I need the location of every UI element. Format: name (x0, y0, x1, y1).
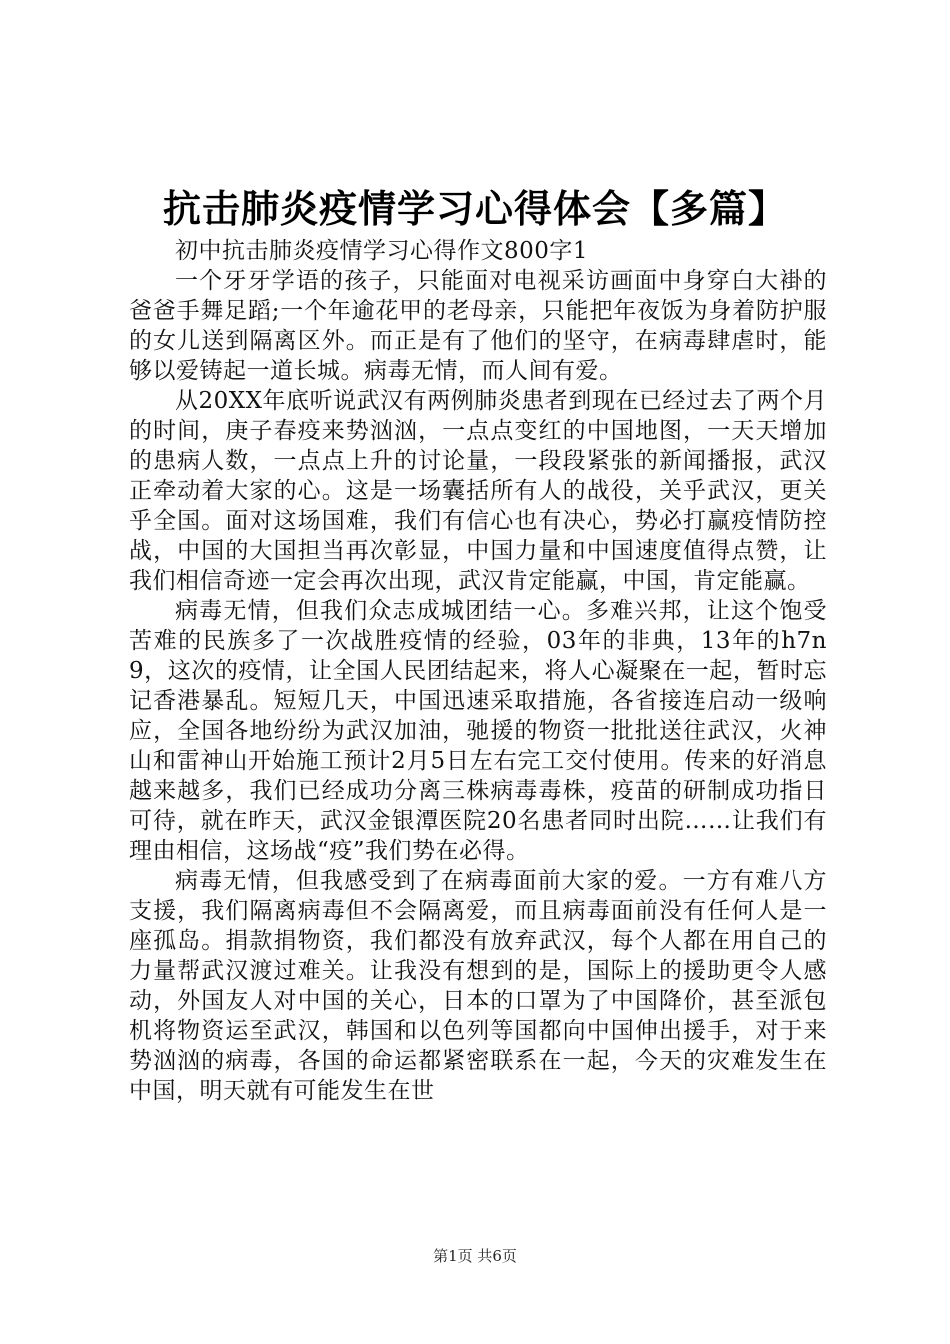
document-body (129, 236, 827, 1106)
paragraph-1: 一个牙牙学语的孩子，只能面对电视采访画面中身穿白大褂的爸爸手舞足蹈;一个年逾花甲的老母亲，只能把年夜饭为身着防护服的女儿送到隔离区外。而正是有了他们的坚守，在病毒肆虐时，能够以爱铸起一道长城。病毒无情，而人间有爱。 (129, 268, 827, 384)
paragraph-4: 病毒无情，但我感受到了在病毒面前大家的爱。一方有难八方支援，我们隔离病毒但不会隔离爱，而且病毒面前没有任何人是一座孤岛。捐款捐物资，我们都没有放弃武汉，每个人都在用自己的力量帮武汉渡过难关。让我没有想到的是，国际上的援助更令人感动，外国友人对中国的关心，日本的口罩为了中国降价，甚至派包机将物资运至武汉，韩国和以色列等国都向中国伸出援手，对于来势汹汹的病毒，各国的命运都紧密联系在一起，今天的灾难发生在中国，明天就有可能发生在世 (129, 868, 827, 1104)
paragraph-2: 从20XX年底听说武汉有两例肺炎患者到现在已经过去了两个月的时间，庚子春疫来势汹汹，一点点变红的中国地图，一天天增加的患病人数，一点点上升的讨论量，一段段紧张的新闻播报，武汉正牵动着大家的心。这是一场囊括所有人的战役，关乎武汉，更关乎全国。面对这场国难，我们有信心也有决心，势必打赢疫情防控战，中国的大国担当再次彰显，中国力量和中国速度值得点赞，让我们相信奇迹一定会再次出现，武汉肯定能赢，中国，肯定能赢。 (129, 388, 827, 594)
page-number-footer: 第1页 共6页 (433, 1247, 517, 1265)
paragraph-3: 病毒无情，但我们众志成城团结一心。多难兴邦，让这个饱受苦难的民族多了一次战胜疫情的经验，03年的非典，13年的h7n9，这次的疫情，让全国人民团结起来，将人心凝聚在一起，暂时忘记香港暴乱。短短几天，中国迅速采取措施，各省接连启动一级响应，全国各地纷纷为武汉加油，驰援的物资一批批送往武汉，火神山和雷神山开始施工预计2月5日左右完工交付使用。传来的好消息越来越多，我们已经成功分离三株病毒毒株，疫苗的研制成功指日可待，就在昨天，武汉金银潭医院20名患者同时出院……让我们有理由相信，这场战“疫”我们势在必得。 (129, 598, 827, 864)
document-title: 抗击肺炎疫情学习心得体会【多篇】 (162, 187, 787, 231)
document-subtitle: 初中抗击肺炎疫情学习心得作文800字1 (175, 238, 589, 264)
